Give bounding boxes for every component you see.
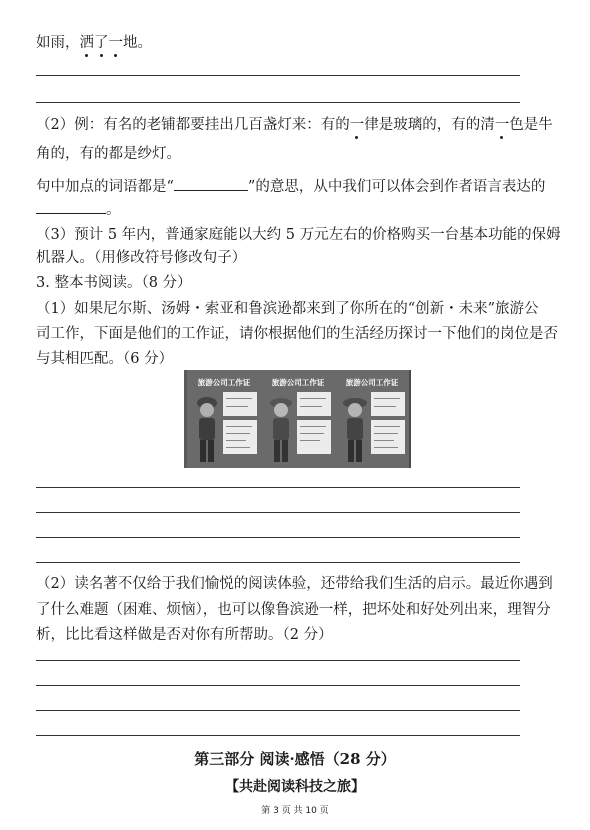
subquestion-1-line: （1）如果尼尔斯、汤姆・索亚和鲁滨逊都来到了你所在的“创新・未来”旅游公: [36, 301, 539, 317]
card-info-box: [371, 392, 405, 416]
fill-blank[interactable]: [36, 199, 106, 214]
question-2-line: 角的，有的都是纱灯。: [36, 146, 181, 162]
dotted-char: 一: [495, 113, 510, 134]
character-figure: [191, 390, 223, 466]
section-heading: 3. 整本书阅读。（8 分）: [36, 275, 192, 291]
answer-line: [36, 75, 520, 76]
subquestion-1-line: 司工作，下面是他们的工作证，请你根据他们的生活经历探讨一下他们的岗位是否: [36, 326, 558, 342]
character-figure: [339, 390, 371, 466]
subquestion-1-line: 与其相匹配。（6 分）: [36, 351, 174, 367]
question-2-line: （2）例：有名的老铺都要挂出几百盏灯来：有的一律是玻璃的，有的清一色是牛: [36, 113, 553, 134]
answer-line: [36, 660, 520, 661]
answer-line: [36, 562, 520, 563]
answer-line: [36, 710, 520, 711]
card-info-box: [223, 420, 257, 454]
answer-line: [36, 685, 520, 686]
fill-blank[interactable]: [174, 176, 248, 191]
question-2-line: 。: [36, 198, 121, 219]
subquestion-2-line: （2）读名著不仅给于我们愉悦的阅读体验，还带给我们生活的启示。最近你遇到: [36, 576, 553, 592]
question-3-line: （3）预计 5 年内，普通家庭能以大约 5 万元左右的价格购买一台基本功能的保姆: [36, 227, 561, 243]
answer-line: [36, 735, 520, 736]
question-3-line: 机器人。（用修改符号修改句子）: [36, 250, 247, 266]
dotted-char: 一: [109, 31, 124, 52]
work-id-card: 旅游公司工作证: [261, 370, 337, 468]
work-id-card: 旅游公司工作证: [187, 370, 263, 468]
subquestion-2-line: 析，比比看这样做是否对你有所帮助。（2 分）: [36, 627, 333, 643]
page-footer: 第 3 页 共 10 页: [261, 806, 329, 816]
answer-line: [36, 487, 520, 488]
answer-line: [36, 512, 520, 513]
work-id-cards-image: [184, 370, 410, 468]
text-line: 如雨，洒了一地。: [36, 31, 152, 52]
part-subtitle: 【共赴阅读科技之旅】: [225, 779, 365, 795]
dotted-char: 洒: [80, 31, 95, 52]
card-info-box: [297, 420, 331, 454]
subquestion-2-line: 了什么难题（困难、烦恼），也可以像鲁滨逊一样，把坏处和好处列出来，理智分: [36, 602, 551, 618]
part-title: 第三部分 阅读·感悟（28 分）: [194, 750, 396, 768]
work-id-card: 旅游公司工作证: [335, 370, 411, 468]
answer-line: [36, 102, 520, 103]
card-info-box: [371, 420, 405, 454]
card-info-box: [297, 392, 331, 416]
answer-line: [36, 537, 520, 538]
question-2-line: 句中加点的词语都是“ ”的意思，从中我们可以体会到作者语言表达的: [36, 175, 545, 196]
character-figure: [265, 390, 297, 466]
dotted-char: 了: [94, 31, 109, 52]
dotted-char: 一: [350, 113, 365, 134]
card-info-box: [223, 392, 257, 416]
